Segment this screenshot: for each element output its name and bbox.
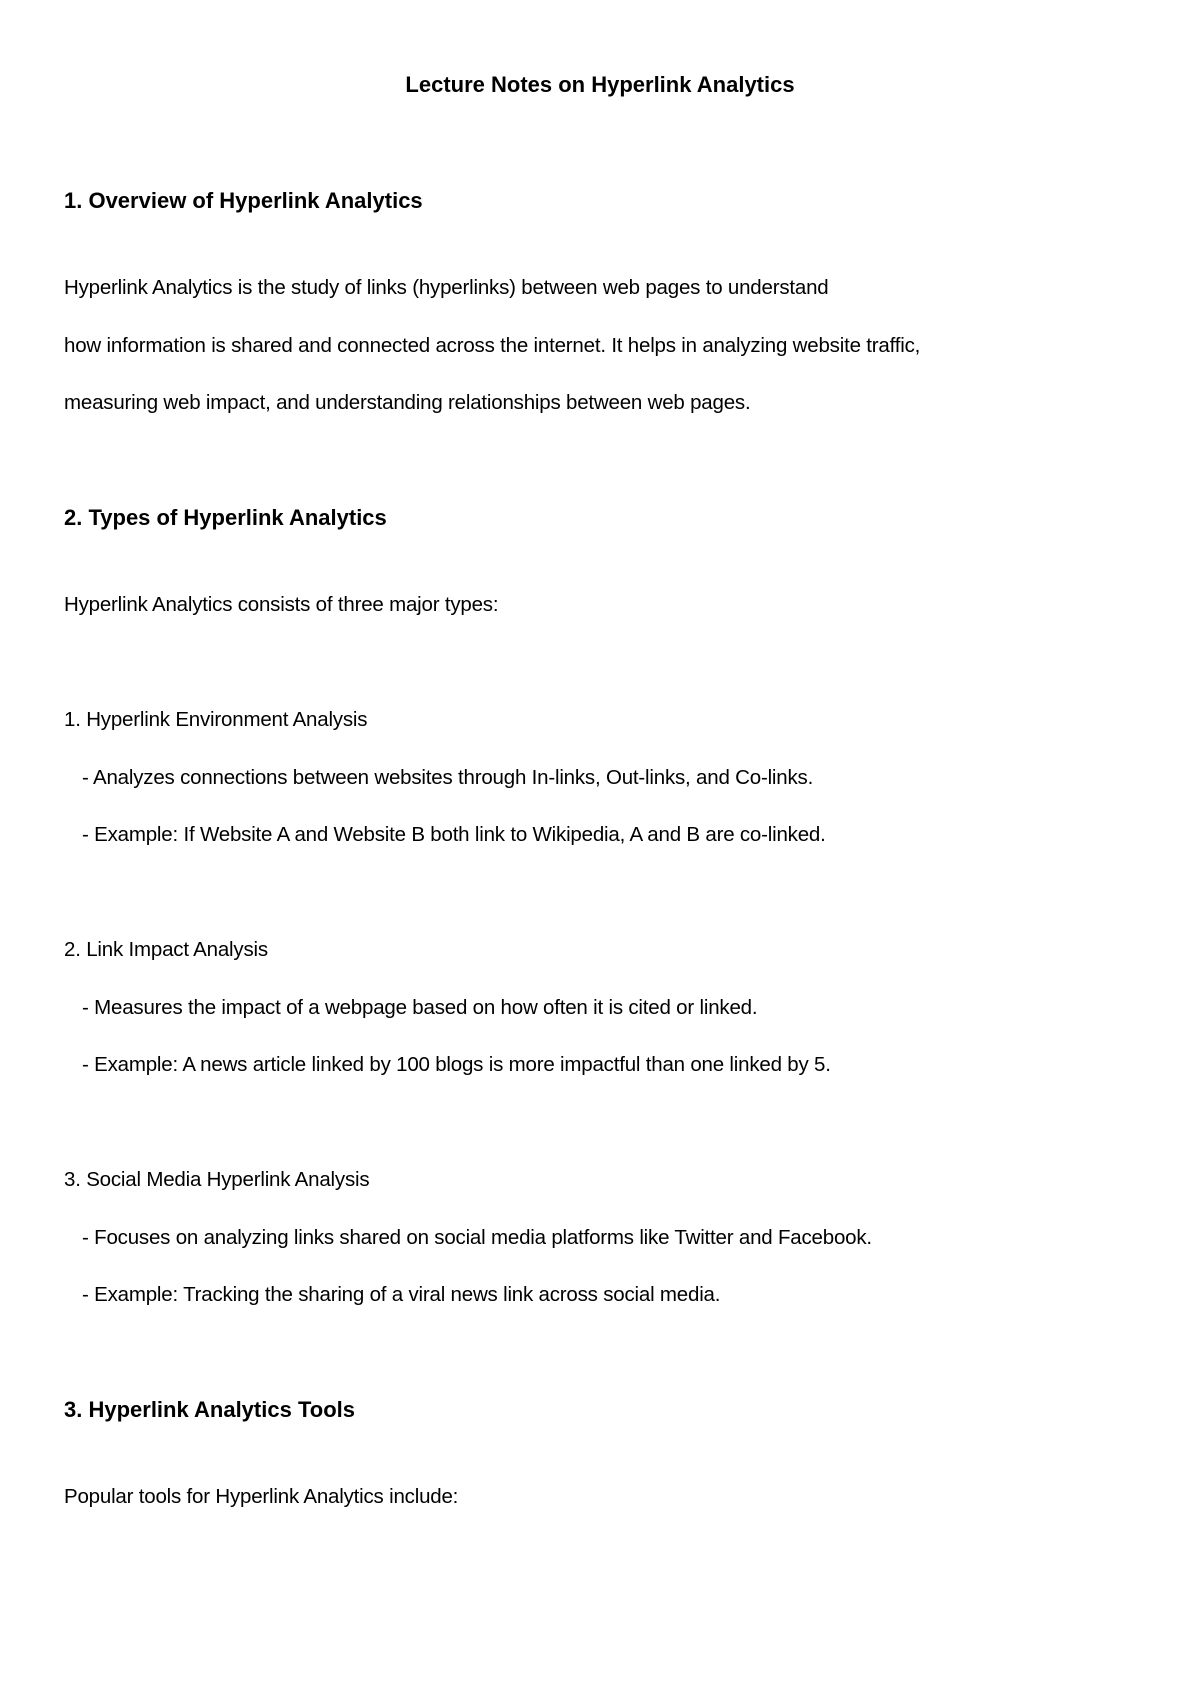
section-heading-overview: 1. Overview of Hyperlink Analytics: [64, 188, 423, 213]
overview-paragraph-line-3: measuring web impact, and understanding relationships between web pages.: [64, 391, 751, 414]
type-label-social-media: 3. Social Media Hyperlink Analysis: [64, 1168, 370, 1191]
section-heading-types: 2. Types of Hyperlink Analytics: [64, 505, 387, 530]
type-label-impact: 2. Link Impact Analysis: [64, 938, 268, 961]
type-point: - Measures the impact of a webpage based on how often it is cited or linked.: [82, 996, 758, 1019]
type-point: - Focuses on analyzing links shared on social media platforms like Twitter and Facebook.: [82, 1226, 872, 1249]
document-title: Lecture Notes on Hyperlink Analytics: [405, 72, 795, 97]
type-point: - Example: A news article linked by 100 blogs is more impactful than one linked by 5.: [82, 1053, 831, 1076]
type-label-environment: 1. Hyperlink Environment Analysis: [64, 708, 368, 731]
type-point: - Example: If Website A and Website B both link to Wikipedia, A and B are co-linked.: [82, 823, 826, 846]
overview-paragraph-line-1: Hyperlink Analytics is the study of links (hyperlinks) between web pages to understand: [64, 276, 829, 299]
section-heading-tools: 3. Hyperlink Analytics Tools: [64, 1397, 355, 1422]
type-point: - Example: Tracking the sharing of a viral news link across social media.: [82, 1283, 721, 1306]
tools-intro: Popular tools for Hyperlink Analytics include:: [64, 1485, 459, 1508]
overview-paragraph-line-2: how information is shared and connected across the internet. It helps in analyzing website traffic,: [64, 334, 921, 357]
type-point: - Analyzes connections between websites through In-links, Out-links, and Co-links.: [82, 766, 814, 789]
types-intro: Hyperlink Analytics consists of three major types:: [64, 593, 499, 616]
